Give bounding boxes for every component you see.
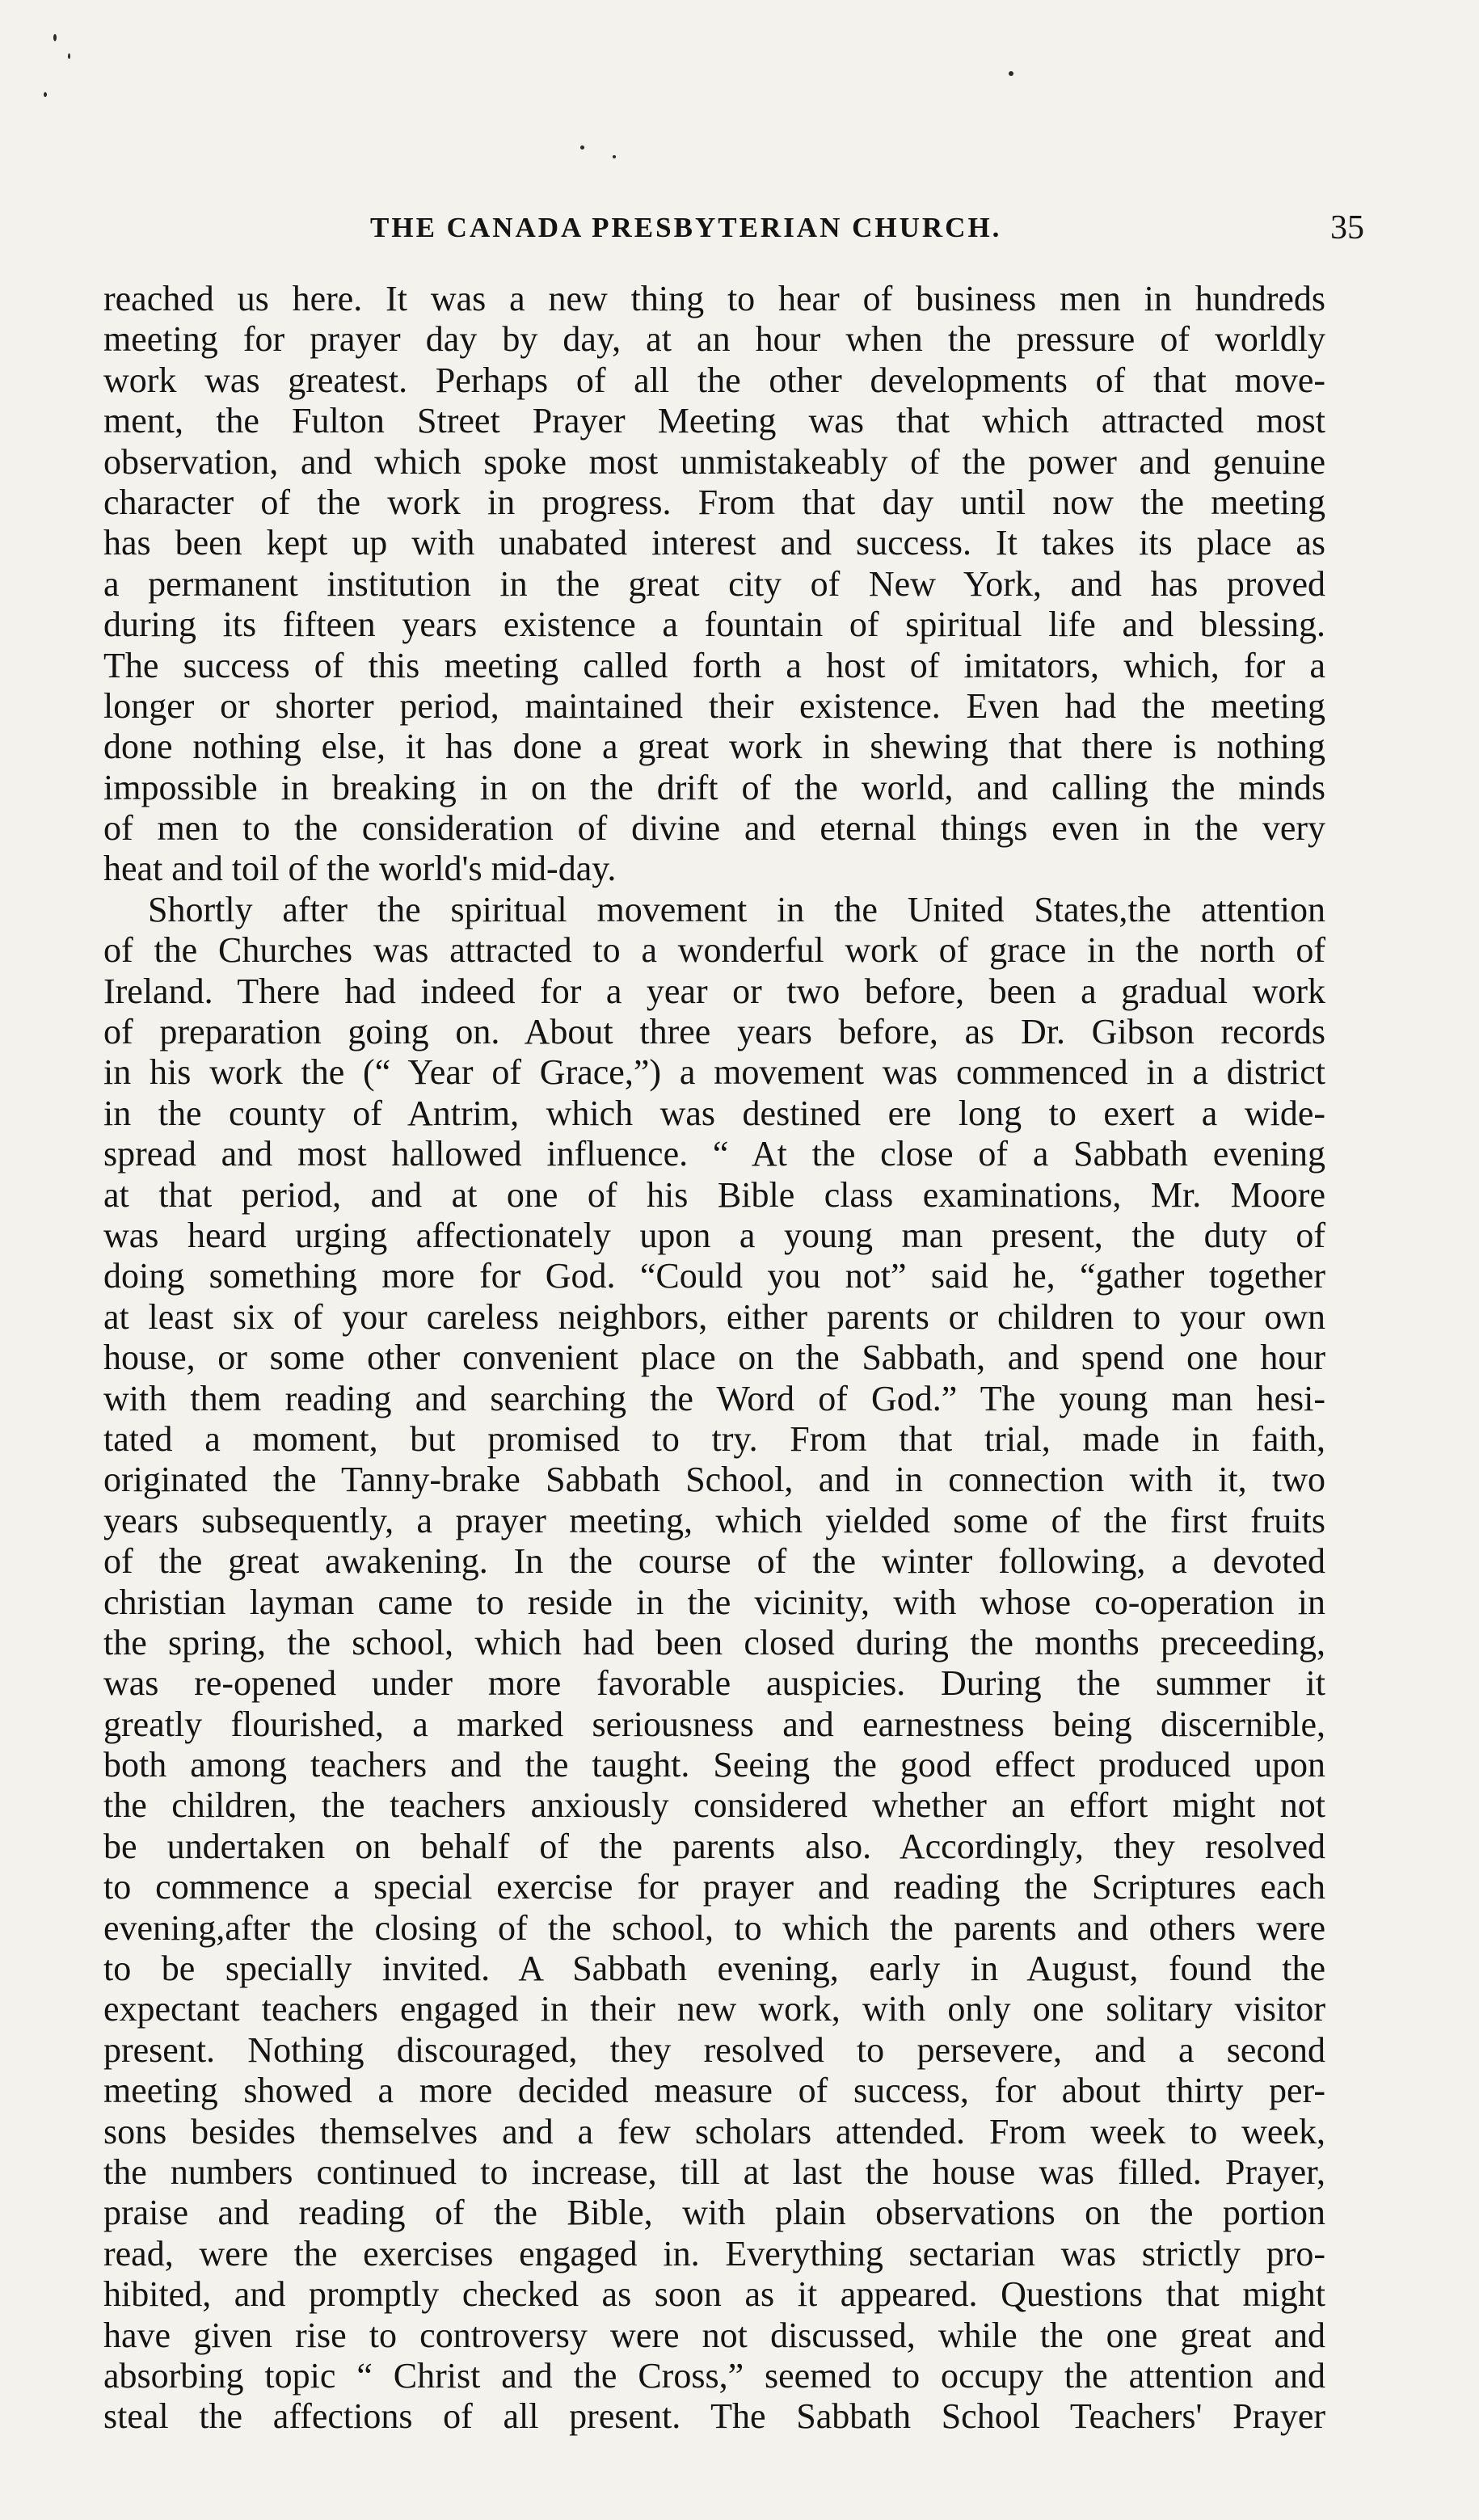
text-line: of preparation going on. About three years before, as Dr. Gibson records (103, 1012, 1325, 1052)
text-line: years subsequently, a prayer meeting, which yielded some of the first fruits (103, 1500, 1325, 1540)
text-line: to be specially invited. A Sabbath evening, early in August, found the (103, 1949, 1325, 1989)
text-line: spread and most hallowed influence. “ At the close of a Sabbath evening (103, 1134, 1325, 1174)
text-line: sons besides themselves and a few scholars attended. From week to week, (103, 2111, 1325, 2151)
text-line: has been kept up with unabated interest and success. It takes its place as (103, 523, 1325, 563)
text-line: was heard urging affectionately upon a young man present, the duty of (103, 1215, 1325, 1255)
text-line: meeting showed a more decided measure of success, for about thirty per- (103, 2071, 1325, 2111)
text-line: heat and toil of the world's mid-day. (103, 849, 617, 889)
body-text (103, 279, 1325, 2438)
text-line: with them reading and searching the Word of God.” The young man hesi- (103, 1378, 1325, 1418)
text-line: read, were the exercises engaged in. Everything sectarian was strictly pro- (103, 2233, 1325, 2273)
text-line: tated a moment, but promised to try. From that trial, made in faith, (103, 1418, 1325, 1459)
text-line: steal the affections of all present. The Sabbath School Teachers' Prayer (103, 2396, 1325, 2437)
text-line: house, or some other convenient place on the Sabbath, and spend one hour (103, 1338, 1325, 1378)
text-line: at least six of your careless neighbors, either parents or children to your own (103, 1296, 1325, 1337)
text-line: originated the Tanny-brake Sabbath School, and in connection with it, two (103, 1460, 1325, 1500)
print-speck (580, 145, 584, 150)
text-line: ment, the Fulton Street Prayer Meeting was that which attracted most (103, 401, 1325, 441)
text-line: the spring, the school, which had been closed during the months preceeding, (103, 1622, 1325, 1662)
text-line: The success of this meeting called forth a host of imitators, which, for a (103, 645, 1325, 685)
print-speck (44, 92, 47, 97)
text-line: during its fifteen years existence a fountain of spiritual life and blessing. (103, 605, 1325, 645)
text-line: character of the work in progress. From that day until now the meeting (103, 482, 1325, 522)
text-line: present. Nothing discouraged, they resolved to persevere, and a second (103, 2029, 1325, 2070)
text-line: both among teachers and the taught. Seeing the good effect produced upon (103, 1745, 1325, 1785)
text-line: work was greatest. Perhaps of all the other developments of that move- (103, 360, 1325, 400)
print-speck (1009, 71, 1013, 76)
text-line: reached us here. It was a new thing to hear of business men in hundreds (103, 279, 1325, 318)
text-line: be undertaken on behalf of the parents also. Accordingly, they resolved (103, 1826, 1325, 1866)
running-head (103, 204, 1364, 252)
text-line: doing something more for God. “Could you not” said he, “gather together (103, 1256, 1325, 1296)
print-speck (613, 155, 616, 158)
text-line: observation, and which spoke most unmistakeably of the power and genuine (103, 441, 1325, 482)
text-line: at that period, and at one of his Bible class examinations, Mr. Moore (103, 1174, 1325, 1215)
text-line: greatly flourished, a marked seriousness and earnestness being discernible, (103, 1704, 1325, 1744)
text-line: done nothing else, it has done a great work in shewing that there is nothing (103, 727, 1325, 767)
text-line: to commence a special exercise for prayer and reading the Scriptures each (103, 1867, 1325, 1907)
text-line: the children, the teachers anxiously considered whether an effort might not (103, 1785, 1325, 1826)
print-speck (68, 53, 70, 59)
text-line: of men to the consideration of divine and eternal things even in the very (103, 808, 1325, 849)
text-line: a permanent institution in the great city of New York, and has proved (103, 563, 1325, 604)
running-title: THE CANADA PRESBYTERIAN CHURCH. (370, 212, 1002, 243)
text-line: christian layman came to reside in the vicinity, with whose co-operation in (103, 1582, 1325, 1622)
text-line: of the great awakening. In the course of the winter following, a devoted (103, 1541, 1325, 1582)
paragraph-first-line: Shortly after the spiritual movement in the United States,the attention (148, 889, 1325, 929)
text-line: of the Churches was attracted to a wonderful work of grace in the north of (103, 930, 1325, 971)
text-line: meeting for prayer day by day, at an hour when the pressure of worldly (103, 319, 1325, 360)
text-line: praise and reading of the Bible, with plain observations on the portion (103, 2193, 1325, 2233)
text-line: evening,after the closing of the school, to which the parents and others were (103, 1907, 1325, 1948)
text-line: longer or shorter period, maintained their existence. Even had the meeting (103, 685, 1325, 726)
text-line: Ireland. There had indeed for a year or two before, been a gradual work (103, 971, 1325, 1011)
text-line: absorbing topic “ Christ and the Cross,” seemed to occupy the attention and (103, 2355, 1325, 2396)
text-line: have given rise to controversy were not discussed, while the one great and (103, 2315, 1325, 2355)
text-line: the numbers continued to increase, till at last the house was filled. Prayer, (103, 2151, 1325, 2192)
page-number: 35 (1330, 209, 1364, 247)
text-line: in his work the (“ Year of Grace,”) a movement was commenced in a district (103, 1052, 1325, 1093)
text-line: in the county of Antrim, which was destined ere long to exert a wide- (103, 1093, 1325, 1133)
print-speck (53, 34, 57, 41)
text-line: expectant teachers engaged in their new work, with only one solitary visitor (103, 1989, 1325, 2029)
text-line: was re-opened under more favorable auspicies. During the summer it (103, 1663, 1325, 1704)
text-line: hibited, and promptly checked as soon as it appeared. Questions that might (103, 2274, 1325, 2315)
text-line: impossible in breaking in on the drift of the world, and calling the minds (103, 767, 1325, 807)
